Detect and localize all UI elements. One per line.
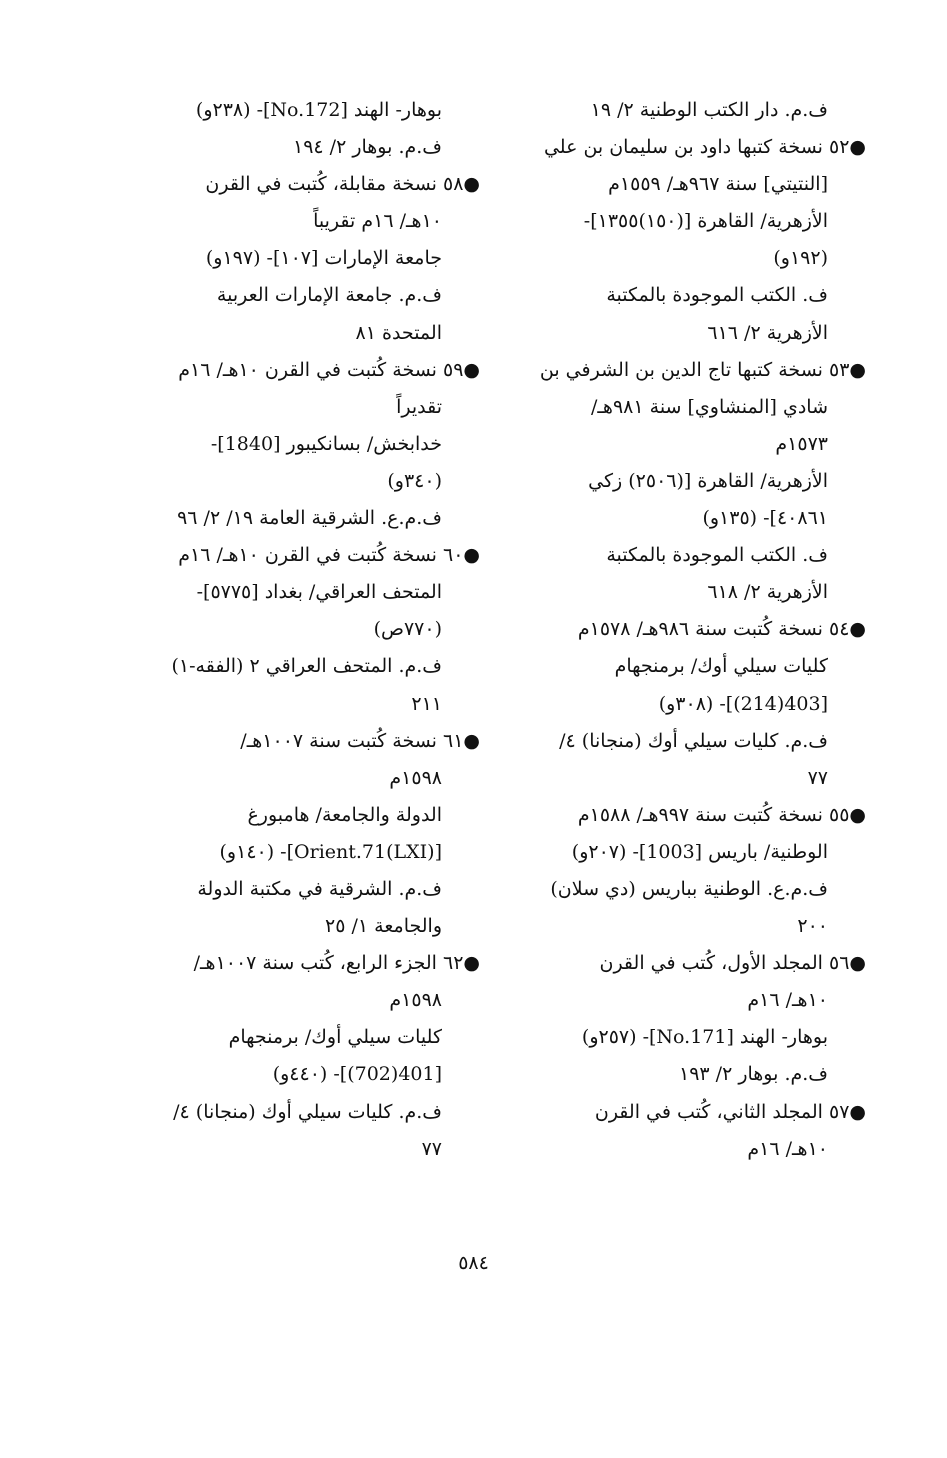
entry-start-line: ●٥٥ نسخة كُتبت سنة ٩٩٧هـ/ ١٥٨٨م <box>577 803 866 826</box>
text-line: ف. الكتب الموجودة بالمكتبة <box>606 284 828 307</box>
entry-start-line: ●٥٧ المجلد الثاني، كُتب في القرن <box>594 1100 866 1123</box>
text-line: [403(214)]- (٣٠٨و) <box>658 692 828 715</box>
text-line: الوطنية/ باريس [1003]- (٢٠٧و) <box>571 840 828 863</box>
text-line: [النتيتي] سنة ٩٦٧هـ/ ١٥٥٩م <box>608 173 828 196</box>
text-line: ف.م. كليات سيلي أوك (منجانا) ٤/ <box>559 729 828 752</box>
text-line: ف.م. الشرقية في مكتبة الدولة <box>197 877 442 900</box>
text-line: تقديراً <box>396 395 442 418</box>
text-line: خدابخش/ بسانكيبور [1840]- <box>210 432 442 455</box>
text-line: ف.م. بوهار ٢/ ١٩٣ <box>678 1063 828 1086</box>
text-line: ٤٠٨٦١]- (١٣٥و) <box>702 507 828 530</box>
text-line: ١٥٩٨م <box>389 989 442 1012</box>
text-line: (١٩٢و) <box>773 247 828 270</box>
text-line: المتحف العراقي/ بغداد [٥٧٧٥]- <box>196 581 442 604</box>
page-number: ٥٨٤ <box>458 1252 489 1274</box>
entry-start-line: ●٦١ نسخة كُتبت سنة ١٠٠٧هـ/ <box>240 729 480 752</box>
text-line: ١٥٩٨م <box>389 766 442 789</box>
text-line: ف.م. بوهار ٢/ ١٩٤ <box>292 136 442 159</box>
text-line: بوهار- الهند [No.172]- (٢٣٨و) <box>195 99 442 121</box>
entry-start-line: ●٥٣ نسخة كتبها تاج الدين بن الشرفي بن <box>539 358 866 381</box>
text-line: [Orient.71(LXI)]- (١٤٠و) <box>219 840 442 863</box>
text-line: الأزهرية ٢/ ٦١٨ <box>707 581 828 604</box>
text-line: المتحدة ٨١ <box>355 321 442 344</box>
entry-start-line: ●٥٦ المجلد الأول، كُتب في القرن <box>599 952 866 975</box>
entry-start-line: ●٥٤ نسخة كُتبت سنة ٩٨٦هـ/ ١٥٧٨م <box>577 618 866 641</box>
entry-start-line: ●٥٢ نسخة كتبها داود بن سليمان بن علي <box>543 136 866 159</box>
text-line: ١٥٧٣م <box>775 432 828 455</box>
text-line: ١٠هـ/ ١٦م تقريباً <box>313 210 442 233</box>
text-line: ٢٠٠ <box>797 915 828 938</box>
text-line: ف.م. كليات سيلي أوك (منجانا) ٤/ <box>173 1100 442 1123</box>
entry-start-line: ●٥٩ نسخة كُتبت في القرن ١٠هـ/ ١٦م <box>178 358 480 381</box>
text-line: ف.م. المتحف العراقي ٢ (الفقه-١) <box>171 655 442 678</box>
text-line: بوهار- الهند [No.171]- (٢٥٧و) <box>581 1026 828 1049</box>
text-line: [401(702)]- (٤٤٠و) <box>272 1063 442 1086</box>
left-column <box>92 92 480 1168</box>
text-line: (٧٧٠ص) <box>373 618 442 641</box>
text-line: (٣٤٠و) <box>387 469 442 492</box>
right-column <box>478 92 866 1168</box>
entry-start-line: ●٥٨ نسخة مقابلة، كُتبت في القرن <box>205 173 480 196</box>
text-line: والجامعة ١/ ٢٥ <box>325 915 442 938</box>
text-line: ٧٧ <box>421 1137 442 1160</box>
entry-start-line: ●٦٢ الجزء الرابع، كُتب سنة ١٠٠٧هـ/ <box>193 952 480 975</box>
text-line: الأزهرية/ القاهرة [(٢٥٠٦) زكي <box>588 469 828 492</box>
text-line: الأزهرية/ القاهرة [(١٥٠)١٣٥٥]- <box>583 210 828 233</box>
text-line: الأزهرية ٢/ ٦١٦ <box>707 321 828 344</box>
text-line: ف.م. دار الكتب الوطنية ٢/ ١٩ <box>590 99 828 121</box>
text-line: ٢١١ <box>411 692 442 715</box>
text-line: ٧٧ <box>807 766 828 789</box>
text-line: ف. الكتب الموجودة بالمكتبة <box>606 544 828 567</box>
text-line: ف.م.ع. الوطنية بباريس (دي سلان) <box>550 877 828 900</box>
text-line: كليات سيلي أوك/ برمنجهام <box>614 655 828 678</box>
text-line: ١٠هـ/ ١٦م <box>747 1137 828 1160</box>
text-line: كليات سيلي أوك/ برمنجهام <box>228 1026 442 1049</box>
text-line: ف.م.ع. الشرقية العامة ١٩/ ٢/ ٩٦ <box>177 507 442 530</box>
text-line: ف.م. جامعة الإمارات العربية <box>216 284 442 307</box>
text-line: جامعة الإمارات [١٠٧]- (١٩٧و) <box>205 247 442 270</box>
text-line: شادي [المنشاوي] سنة ٩٨١هـ/ <box>590 395 828 418</box>
entry-start-line: ●٦٠ نسخة كُتبت في القرن ١٠هـ/ ١٦م <box>178 544 480 567</box>
text-line: ١٠هـ/ ١٦م <box>747 989 828 1012</box>
text-line: الدولة والجامعة/ هامبورغ <box>247 803 442 826</box>
